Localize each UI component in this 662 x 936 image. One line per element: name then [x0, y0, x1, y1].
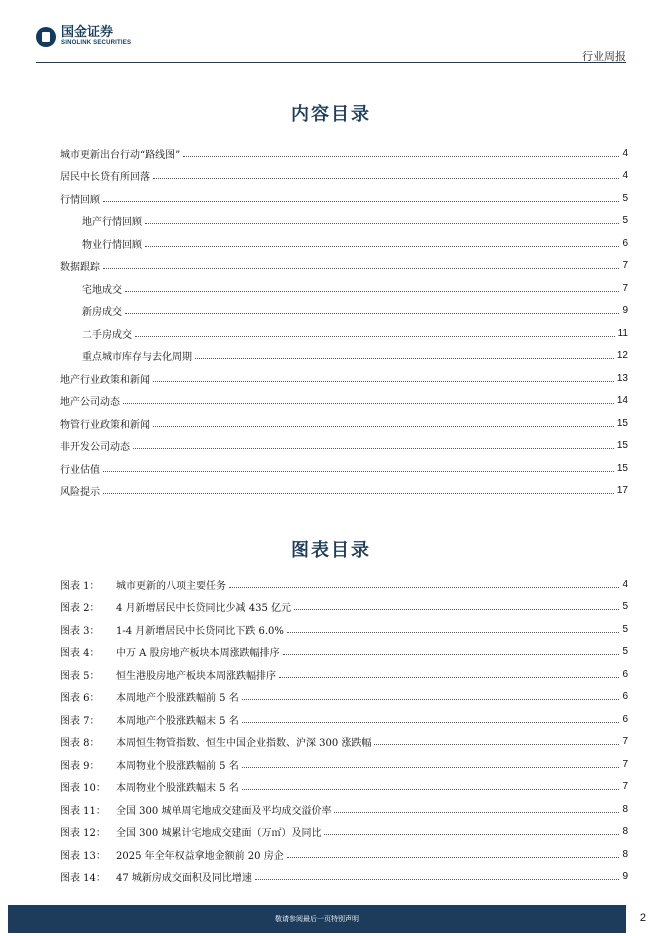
toc-entry[interactable]	[60, 232, 628, 255]
figure-entry[interactable]	[60, 686, 628, 709]
toc-entry-label: 行业估值	[60, 464, 100, 476]
toc-entry[interactable]	[60, 345, 628, 368]
toc-entry-page: 17	[616, 485, 628, 497]
figure-entry-label: 全国 300 城单周宅地成交建面及平均成交溢价率	[116, 805, 332, 817]
logo-cn: 国金证券	[61, 25, 114, 40]
dot-leader	[242, 767, 620, 768]
dot-leader	[374, 744, 619, 745]
toc-entry-page: 5	[622, 215, 628, 227]
dot-leader	[153, 381, 614, 382]
toc-entry[interactable]	[60, 277, 628, 300]
figure-entry-label: 本周物业个股涨跌幅前 5 名	[116, 760, 239, 772]
toc-entry[interactable]	[60, 457, 628, 480]
figure-entry-number: 图表 12：	[60, 828, 106, 840]
figure-entry-page: 5	[622, 601, 628, 613]
figure-entry[interactable]	[60, 573, 628, 596]
figure-entry[interactable]	[60, 596, 628, 619]
toc-entry-label: 数据跟踪	[60, 262, 100, 274]
toc-entry-label: 重点城市库存与去化周期	[82, 352, 192, 364]
figure-entry[interactable]	[60, 821, 628, 844]
figure-entry-page: 7	[622, 758, 628, 770]
figure-entry-page: 5	[622, 623, 628, 635]
figure-entry-page: 6	[622, 691, 628, 703]
figure-entry-number: 图表 2：	[60, 603, 100, 615]
toc-title: 内容目录	[291, 104, 371, 125]
figure-entry-page: 6	[622, 668, 628, 680]
dot-leader	[125, 291, 619, 292]
dot-leader	[229, 587, 619, 588]
toc-entry-label: 地产行情回顾	[82, 217, 142, 229]
toc-entry-label: 居民中长贷有所回落	[60, 172, 150, 184]
toc-entry-page: 12	[616, 350, 628, 362]
toc-entry[interactable]	[60, 142, 628, 165]
figure-entry-number: 图表 13：	[60, 850, 106, 862]
toc-entry[interactable]	[60, 322, 628, 345]
figure-list-title: 图表目录	[291, 540, 371, 561]
toc-entry[interactable]	[60, 187, 628, 210]
figure-entry-page: 8	[622, 848, 628, 860]
dot-leader	[242, 789, 620, 790]
dot-leader	[242, 699, 620, 700]
dot-leader	[103, 201, 619, 202]
toc-entry-page: 4	[622, 170, 628, 182]
toc-entry[interactable]	[60, 165, 628, 188]
toc-entry-label: 宅地成交	[82, 284, 122, 296]
toc-entry-page: 15	[616, 417, 628, 429]
figure-entry-number: 图表 3：	[60, 625, 100, 637]
figure-entry-label: 本周地产个股涨跌幅末 5 名	[116, 715, 239, 727]
toc-entry-label: 地产公司动态	[60, 397, 120, 409]
toc-entry[interactable]	[60, 367, 628, 390]
toc-entry-page: 9	[622, 305, 628, 317]
figure-entry-label: 本周地产个股涨跌幅前 5 名	[116, 693, 239, 705]
figure-entry-number: 图表 9：	[60, 760, 100, 772]
toc-entry-label: 新房成交	[82, 307, 122, 319]
dot-leader	[125, 313, 619, 314]
toc-entry-page: 5	[622, 192, 628, 204]
toc-entry-page: 6	[622, 237, 628, 249]
figure-entry-number: 图表 10：	[60, 783, 106, 795]
dot-leader	[145, 223, 619, 224]
dot-leader	[294, 609, 619, 610]
toc-entry-label: 物管行业政策和新闻	[60, 419, 150, 431]
toc-entry-page: 15	[616, 440, 628, 452]
dot-leader	[242, 722, 620, 723]
figure-entry[interactable]	[60, 753, 628, 776]
toc-entry[interactable]	[60, 255, 628, 278]
figure-entry-number: 图表 6：	[60, 693, 100, 705]
dot-leader	[103, 268, 619, 269]
toc-entry-page: 14	[616, 395, 628, 407]
figure-entry-label: 47 城新房成交面积及同比增速	[116, 873, 252, 885]
figure-entry-number: 图表 1：	[60, 580, 100, 592]
dot-leader	[123, 403, 614, 404]
toc-entry-page: 7	[622, 282, 628, 294]
toc-entry-page: 13	[616, 372, 628, 384]
figure-entry-label: 城市更新的八项主要任务	[116, 580, 226, 592]
dot-leader	[324, 834, 619, 835]
footer-disclaimer: 敬请参阅最后一页特别声明	[275, 915, 359, 923]
toc-entry-label: 风险提示	[60, 487, 100, 499]
figure-entry[interactable]	[60, 798, 628, 821]
dot-leader	[287, 632, 620, 633]
figure-entry-label: 4 月新增居民中长贷同比少减 435 亿元	[116, 603, 291, 615]
figure-entry-label: 2025 年全年权益拿地金额前 20 房企	[116, 850, 284, 862]
report-type: 行业周报	[582, 50, 626, 63]
figure-list	[60, 573, 628, 888]
figure-entry-label: 本周物业个股涨跌幅末 5 名	[116, 783, 239, 795]
header-divider	[36, 62, 626, 63]
figure-entry[interactable]	[60, 843, 628, 866]
toc-entry-label: 非开发公司动态	[60, 442, 130, 454]
toc-entry[interactable]	[60, 435, 628, 458]
figure-entry-page: 7	[622, 781, 628, 793]
figure-entry[interactable]	[60, 708, 628, 731]
dot-leader	[133, 448, 614, 449]
figure-entry[interactable]	[60, 618, 628, 641]
figure-entry-number: 图表 4：	[60, 648, 100, 660]
logo-en: SINOLINK SECURITIES	[61, 40, 132, 46]
dot-leader	[287, 857, 620, 858]
dot-leader	[279, 677, 619, 678]
toc-entry-label: 二手房成交	[82, 329, 132, 341]
toc-list	[60, 142, 628, 502]
figure-entry-page: 8	[622, 803, 628, 815]
toc-entry[interactable]	[60, 480, 628, 503]
figure-entry-number: 图表 5：	[60, 670, 100, 682]
figure-entry-number: 图表 11：	[60, 805, 106, 817]
dot-leader	[153, 178, 619, 179]
figure-entry-page: 9	[622, 871, 628, 883]
toc-entry-label: 地产行业政策和新闻	[60, 374, 150, 386]
figure-entry-number: 图表 7：	[60, 715, 100, 727]
figure-entry-number: 图表 14：	[60, 873, 106, 885]
figure-entry-page: 4	[622, 578, 628, 590]
figure-entry[interactable]	[60, 776, 628, 799]
toc-entry-page: 15	[616, 462, 628, 474]
figure-entry[interactable]	[60, 641, 628, 664]
toc-entry[interactable]	[60, 412, 628, 435]
dot-leader	[195, 358, 614, 359]
logo-mark-icon	[36, 27, 56, 47]
dot-leader	[334, 812, 619, 813]
dot-leader	[103, 471, 614, 472]
dot-leader	[255, 879, 620, 880]
dot-leader	[283, 654, 620, 655]
figure-entry-number: 图表 8：	[60, 738, 100, 750]
dot-leader	[103, 493, 614, 494]
logo	[36, 26, 131, 47]
toc-entry-label: 行情回顾	[60, 194, 100, 206]
toc-entry-page: 4	[622, 147, 628, 159]
toc-entry[interactable]	[60, 210, 628, 233]
figure-entry-label: 中万 A 股房地产板块本周涨跌幅排序	[116, 648, 280, 660]
dot-leader	[145, 246, 619, 247]
figure-entry-page: 6	[622, 713, 628, 725]
footer-bar	[8, 905, 626, 933]
dot-leader	[135, 336, 615, 337]
figure-entry[interactable]	[60, 866, 628, 889]
toc-entry-page: 7	[622, 260, 628, 272]
toc-entry[interactable]	[60, 390, 628, 413]
toc-entry[interactable]	[60, 300, 628, 323]
figure-entry-label: 1-4 月新增居民中长贷同比下跌 6.0%	[116, 625, 284, 637]
figure-entry-label: 恒生港股房地产板块本周涨跌幅排序	[116, 670, 276, 682]
toc-entry-label: 城市更新出台行动“路线图”	[60, 149, 181, 161]
dot-leader	[183, 156, 619, 157]
figure-entry[interactable]	[60, 731, 628, 754]
figure-entry-page: 5	[622, 646, 628, 658]
toc-entry-page: 11	[617, 327, 628, 339]
dot-leader	[153, 426, 614, 427]
figure-entry-label: 本周恒生物管指数、恒生中国企业指数、沪深 300 涨跌幅	[116, 738, 372, 750]
page-number: 2	[639, 912, 646, 924]
figure-entry-label: 全国 300 城累计宅地成交建面（万㎡）及同比	[116, 828, 322, 840]
figure-entry[interactable]	[60, 663, 628, 686]
figure-entry-page: 7	[622, 736, 628, 748]
figure-entry-page: 8	[622, 826, 628, 838]
toc-entry-label: 物业行情回顾	[82, 239, 142, 251]
